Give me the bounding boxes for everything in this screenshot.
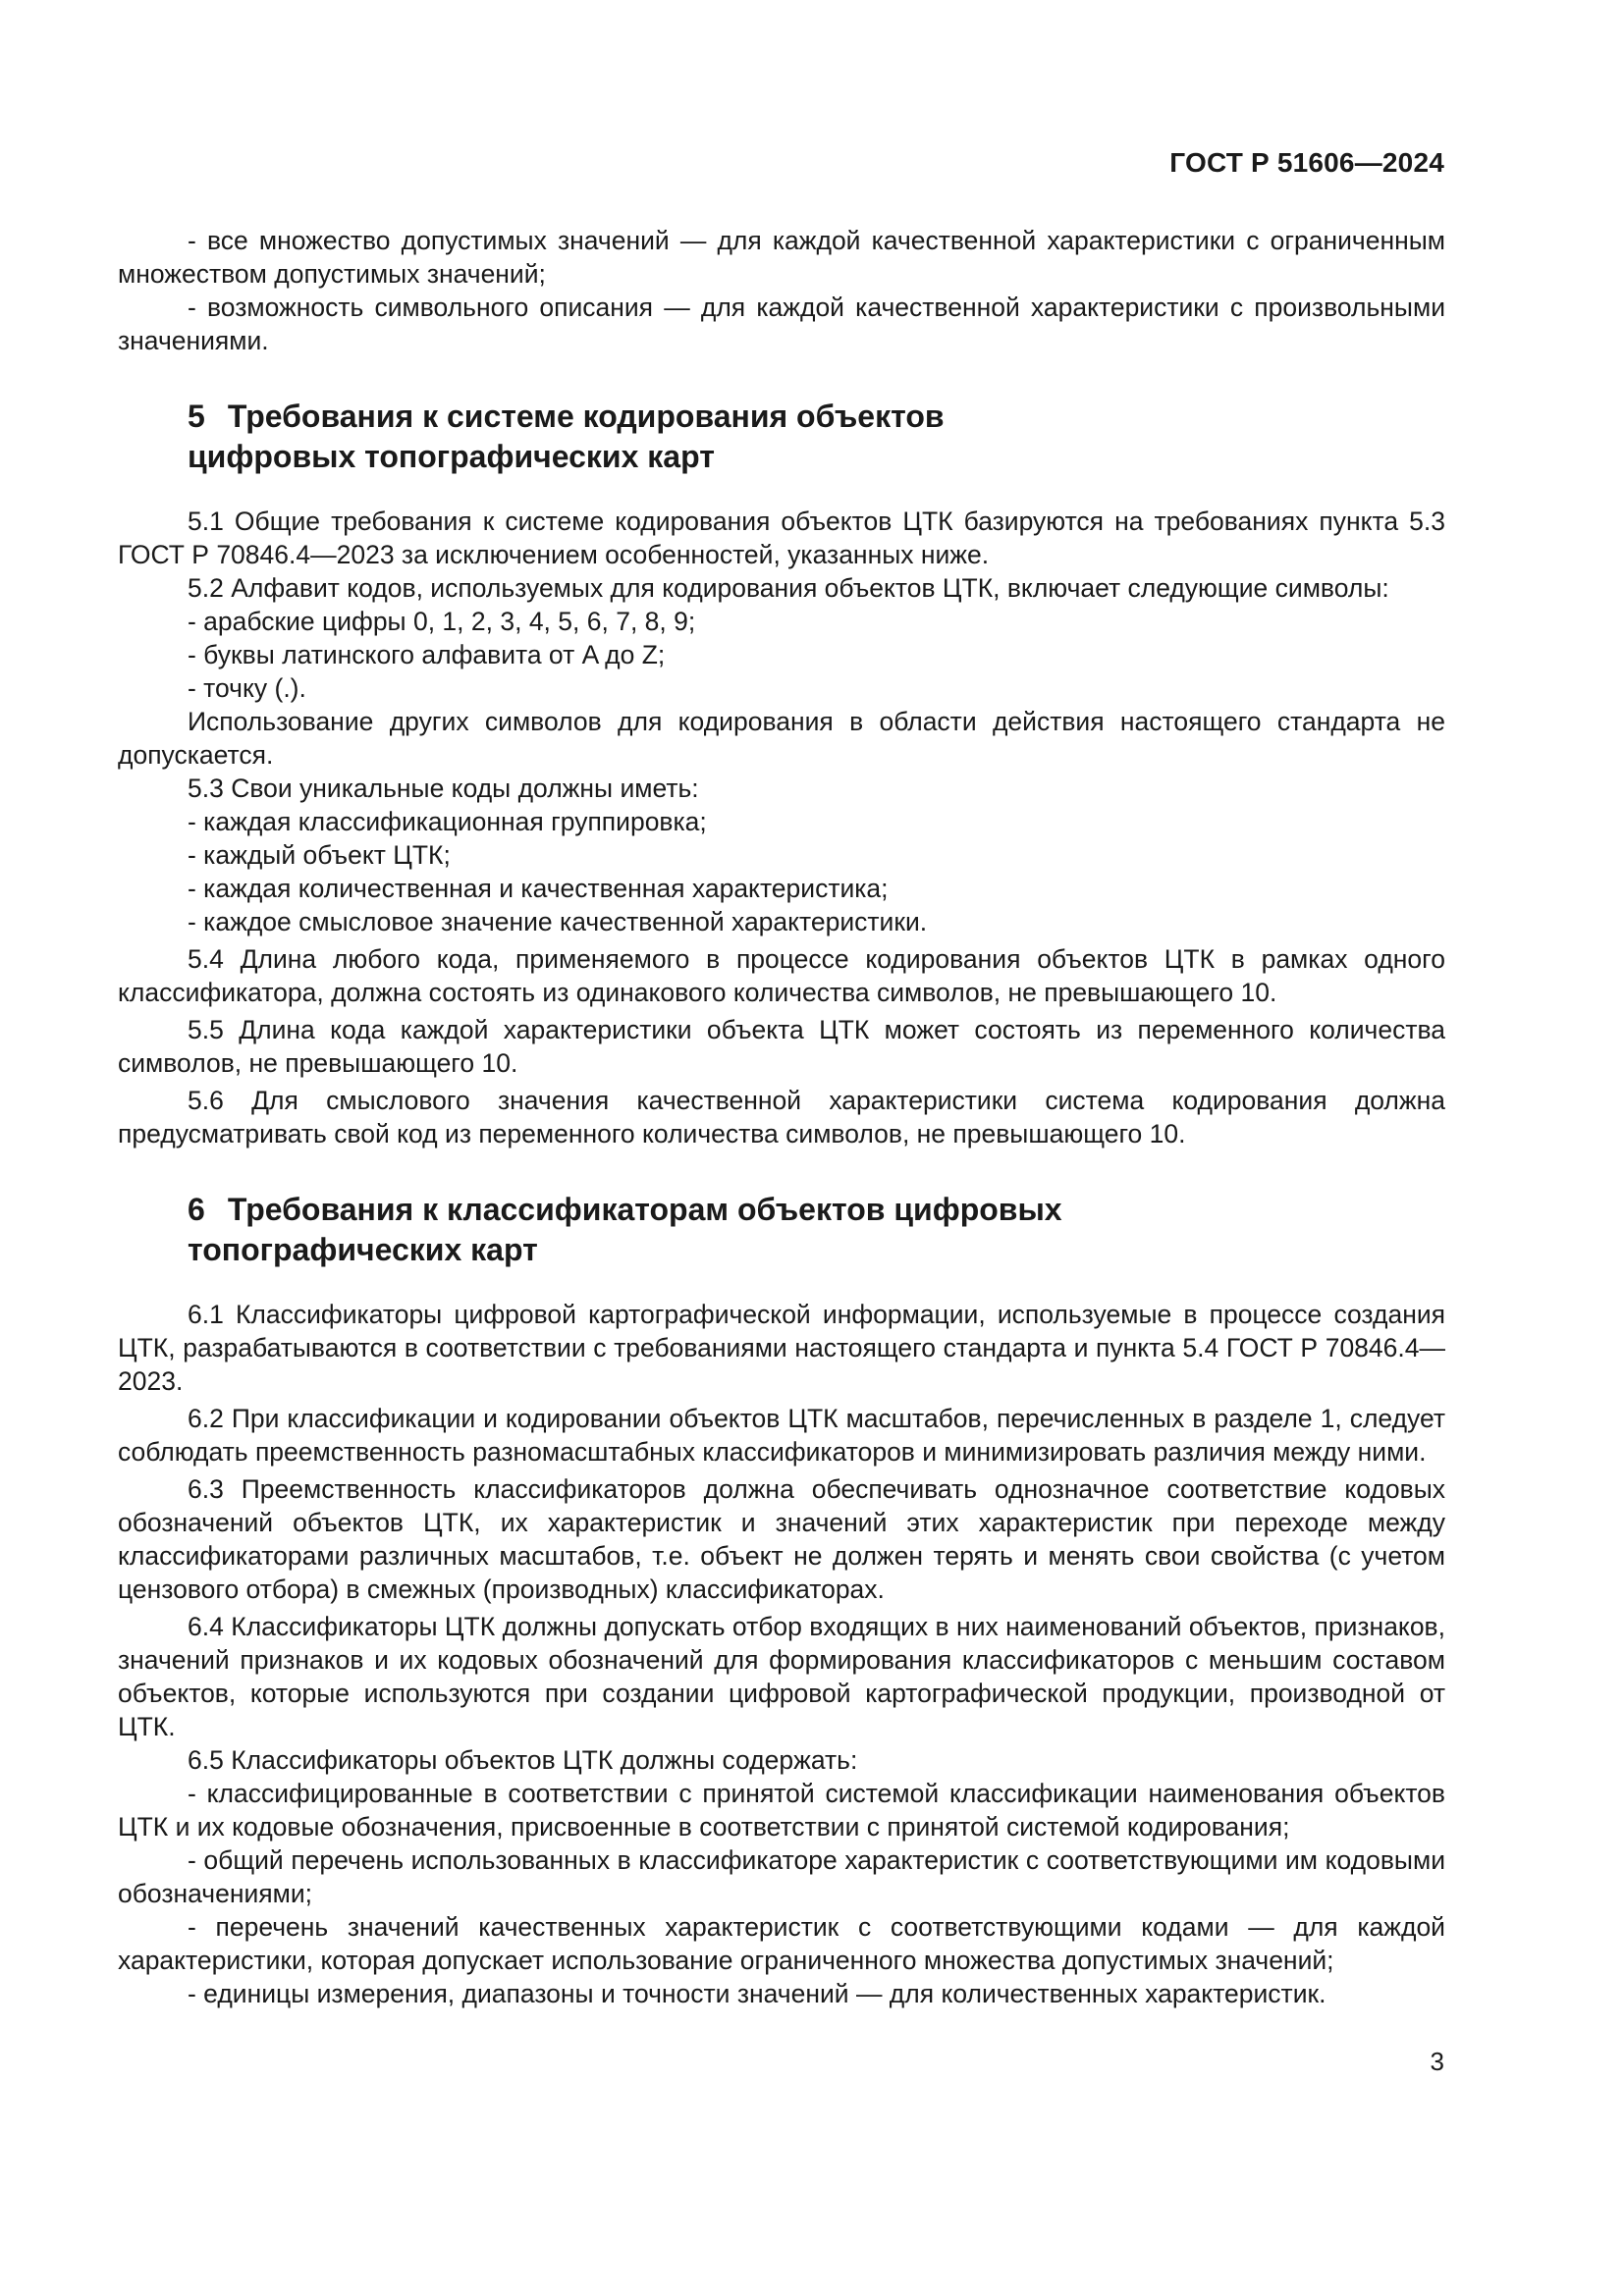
paragraph-5-6: 5.6 Для смыслового значения качественной характеристики система кодирования должна предусматривать свой код из переменного количества символов, не превышающего 10.	[118, 1086, 1445, 1148]
page-content	[118, 224, 1445, 2010]
paragraph-5-3: 5.3 Свои уникальные коды должны иметь:	[188, 774, 699, 803]
intro-list-item: - возможность символьного описания — для каждой качественной характеристики с произвольными значениями.	[118, 293, 1445, 355]
intro-list-item: - все множество допустимых значений — для каждой качественной характеристики с ограниченным множеством допустимых значений;	[118, 226, 1445, 289]
content-list-item: - единицы измерения, диапазоны и точности значений — для количественных характеристик.	[188, 1979, 1326, 2008]
section-6-title-line1: Требования к классификаторам объектов цифровых	[227, 1192, 1062, 1227]
alphabet-list-item: - точку (.).	[188, 673, 306, 703]
paragraph-5-2: 5.2 Алфавит кодов, используемых для кодирования объектов ЦТК, включает следующие символы:	[188, 573, 1389, 603]
paragraph-5-5: 5.5 Длина кода каждой характеристики объекта ЦТК может состоять из переменного количества символов, не превышающего 10.	[118, 1015, 1445, 1078]
paragraph-6-4: 6.4 Классификаторы ЦТК должны допускать отбор входящих в них наименований объектов, признаков, значений признаков и их кодовых обозначений для формирования классификаторов с меньшим составом объектов, которые используются при создании цифровой картографической продукции, производной от ЦТК.	[118, 1612, 1445, 1741]
code-list-item: - каждая классификационная группировка;	[188, 807, 707, 836]
section-6-number: 6	[188, 1192, 205, 1227]
alphabet-list-item: - арабские цифры 0, 1, 2, 3, 4, 5, 6, 7, 8, 9;	[188, 607, 696, 636]
paragraph-6-2: 6.2 При классификации и кодировании объектов ЦТК масштабов, перечисленных в разделе 1, следует соблюдать преемственность разномасштабных классификаторов и минимизировать различия между ними.	[118, 1404, 1445, 1467]
code-list-item: - каждое смысловое значение качественной характеристики.	[188, 907, 928, 936]
paragraph-5-4: 5.4 Длина любого кода, применяемого в процессе кодирования объектов ЦТК в рамках одного классификатора, должна состоять из одинакового количества символов, не превышающего 10.	[118, 944, 1445, 1007]
section-6-title-line2: топографических карт	[188, 1232, 538, 1267]
paragraph-other-symbols: Использование других символов для кодирования в области действия настоящего стандарта не допускается.	[118, 707, 1445, 770]
content-list-item: - общий перечень использованных в классификаторе характеристик с соответствующими им кодовыми обозначениями;	[118, 1845, 1445, 1908]
document-code-header: ГОСТ Р 51606—2024	[1169, 147, 1444, 178]
paragraph-5-1: 5.1 Общие требования к системе кодирования объектов ЦТК базируются на требованиях пункта 5.3 ГОСТ Р 70846.4—2023 за исключением особенностей, указанных ниже.	[118, 507, 1445, 569]
section-5-heading	[118, 397, 1445, 477]
code-list-item: - каждый объект ЦТК;	[188, 840, 451, 870]
section-5-title-line2: цифровых топографических карт	[188, 439, 715, 474]
alphabet-list-item: - буквы латинского алфавита от A до Z;	[188, 640, 666, 669]
paragraph-6-1: 6.1 Классификаторы цифровой картографической информации, используемые в процессе создания ЦТК, разрабатываются в соответствии с требованиями настоящего стандарта и пункта 5.4 ГОСТ Р 70846.4—2023.	[118, 1300, 1445, 1396]
paragraph-6-5: 6.5 Классификаторы объектов ЦТК должны содержать:	[188, 1745, 858, 1775]
section-5-number: 5	[188, 399, 205, 434]
content-list-item: - перечень значений качественных характеристик с соответствующими кодами — для каждой характеристики, которая допускает использование ограниченного множества допустимых значений;	[118, 1912, 1445, 1975]
content-list-item: - классифицированные в соответствии с принятой системой классификации наименования объектов ЦТК и их кодовые обозначения, присвоенные в соответствии с принятой системой кодирования;	[118, 1779, 1445, 1842]
section-6-heading	[118, 1190, 1445, 1270]
page-number: 3	[1430, 2047, 1444, 2076]
code-list-item: - каждая количественная и качественная характеристика;	[188, 874, 889, 903]
paragraph-6-3: 6.3 Преемственность классификаторов должна обеспечивать однозначное соответствие кодовых обозначений объектов ЦТК, их характеристик и значений этих характеристик при переходе между классификаторами различных масштабов, т.е. объект не должен терять и менять свои свойства (с учетом цензового отбора) в смежных (производных) классификаторах.	[118, 1474, 1445, 1604]
section-5-title-line1: Требования к системе кодирования объектов	[227, 399, 945, 434]
